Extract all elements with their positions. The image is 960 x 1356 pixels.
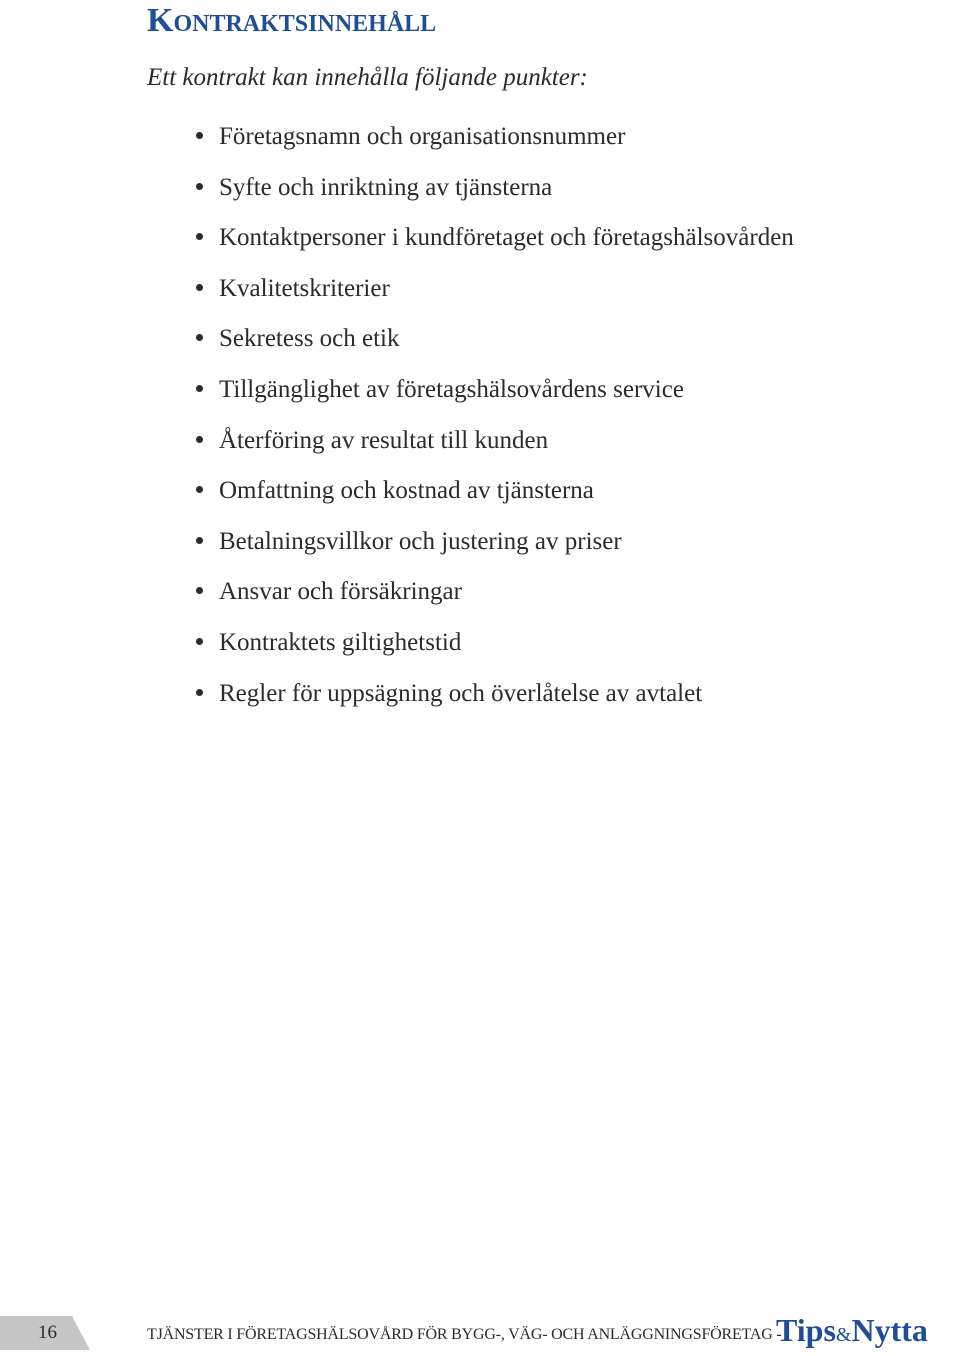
bullet-icon xyxy=(196,689,203,696)
list-item-text: Kontraktets giltighetstid xyxy=(219,628,462,656)
list-item-text: Regler för uppsägning och överlåtelse av avtalet xyxy=(219,679,703,707)
list-item-text: Kontaktpersoner i kundföretaget och företagshälsovården xyxy=(219,224,794,252)
list-item-text: Sekretess och etik xyxy=(219,325,400,353)
section-heading: Kontraktsinnehåll xyxy=(147,2,437,39)
bullet-icon xyxy=(196,436,203,443)
list-item-text: Återföring av resultat till kunden xyxy=(219,426,549,454)
footer-title: TJÄNSTER I FÖRETAGSHÄLSOVÅRD FÖR BYGG-, VÄG- OCH ANLÄGGNINGSFÖRETAG - xyxy=(147,1326,782,1343)
page-number: 16 xyxy=(38,1322,57,1343)
bullet-icon xyxy=(196,587,203,594)
logo-text-nytta: Nytta xyxy=(851,1312,928,1348)
list-item-text: Kvalitetskriterier xyxy=(219,274,390,302)
list-item-text: Ansvar och försäkringar xyxy=(219,578,462,606)
bullet-icon xyxy=(196,486,203,493)
tips-nytta-logo xyxy=(776,1312,928,1353)
bullet-icon xyxy=(196,334,203,341)
logo-text-tips: Tips xyxy=(776,1312,836,1348)
logo-ampersand: & xyxy=(835,1324,852,1346)
bullet-icon xyxy=(196,233,203,240)
list-item-text: Betalningsvillkor och justering av priser xyxy=(219,527,622,555)
bullet-icon xyxy=(196,132,203,139)
list-item-text: Omfattning och kostnad av tjänsterna xyxy=(219,477,594,505)
intro-text: Ett kontrakt kan innehålla följande punkter: xyxy=(147,64,588,91)
bullet-icon xyxy=(196,183,203,190)
list-item-text: Tillgänglighet av företagshälsovårdens service xyxy=(219,375,684,403)
page-footer xyxy=(0,1312,960,1352)
bullet-icon xyxy=(196,638,203,645)
bullet-icon xyxy=(196,385,203,392)
list-item-text: Företagsnamn och organisationsnummer xyxy=(219,123,626,150)
bullet-icon xyxy=(196,284,203,291)
bullet-icon xyxy=(196,537,203,544)
list-item-text: Syfte och inriktning av tjänsterna xyxy=(219,173,553,201)
